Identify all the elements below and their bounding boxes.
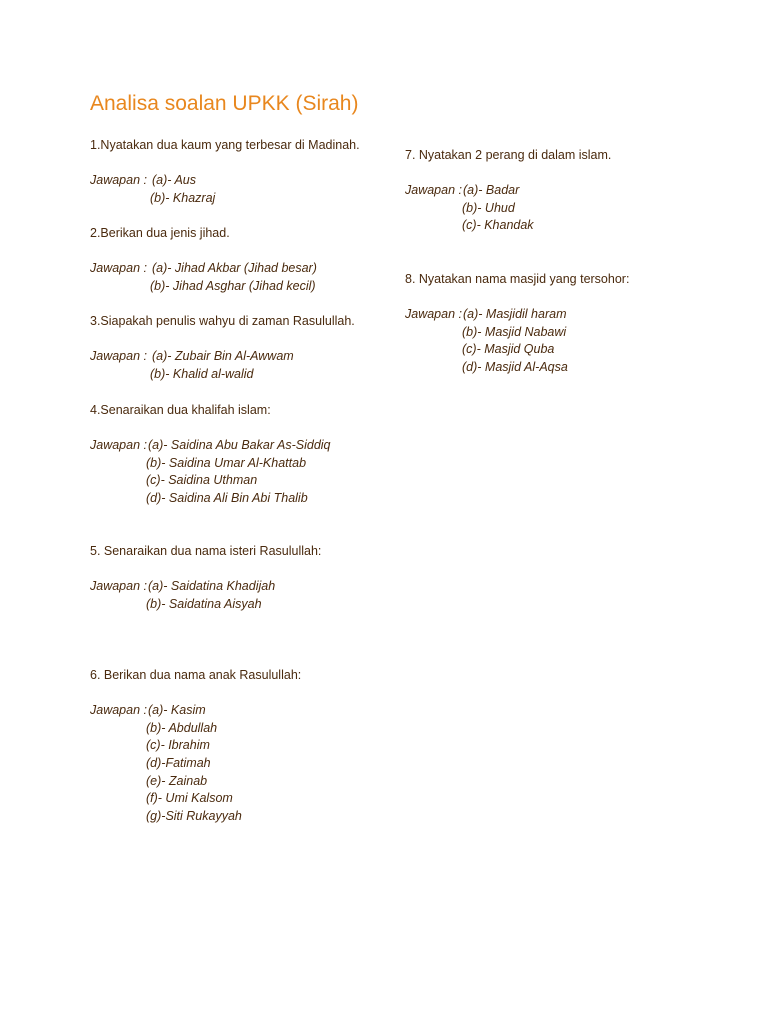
question-text: 5. Senaraikan dua nama isteri Rasulullah:: [90, 544, 322, 558]
answer-item: (b)- Masjid Nabawi: [462, 324, 567, 339]
answer-item: (g)-Siti Rukayyah: [146, 808, 242, 823]
answer-list: [90, 437, 331, 507]
answer-item: (a)- Zubair Bin Al-Awwam: [152, 349, 294, 364]
question-text: 1.Nyatakan dua kaum yang terbesar di Madinah.: [90, 138, 360, 152]
answer-label: Jawapan :: [90, 261, 147, 276]
question-block-6: [90, 667, 301, 825]
answer-item: (b)- Khalid al-walid: [150, 366, 254, 381]
answer-label: Jawapan :: [90, 349, 147, 364]
question-block-2: [90, 225, 317, 295]
answer-item: (b)- Khazraj: [150, 190, 216, 205]
question-text: 8. Nyatakan nama masjid yang tersohor:: [405, 272, 630, 286]
answer-label: Jawapan :: [90, 173, 147, 188]
answer-item: (f)- Umi Kalsom: [146, 791, 233, 806]
question-block-4: [90, 402, 331, 508]
answer-item: (e)- Zainab: [146, 773, 208, 788]
answer-item: (a)- Aus: [152, 173, 196, 188]
answer-list: [405, 306, 629, 376]
answer-item: (b)- Saidatina Aisyah: [146, 596, 262, 611]
question-block-5: [90, 543, 321, 613]
answer-item: (a)- Jihad Akbar (Jihad besar): [152, 261, 317, 276]
answer-item: (b)- Abdullah: [146, 720, 218, 735]
question-text: 3.Siapakah penulis wahyu di zaman Rasulullah.: [90, 314, 355, 328]
answer-list: [90, 578, 321, 613]
answer-item: (d)-Fatimah: [146, 755, 211, 770]
question-block-7: [405, 147, 611, 235]
answer-item: (a)- Kasim: [148, 703, 206, 718]
question-text: 4.Senaraikan dua khalifah islam:: [90, 403, 271, 417]
answer-item: (c)- Masjid Quba: [462, 342, 555, 357]
answer-item: (a)- Saidatina Khadijah: [148, 579, 276, 594]
question-block-8: [405, 271, 629, 377]
page-title: Analisa soalan UPKK (Sirah): [90, 92, 359, 115]
answer-item: (a)- Badar: [463, 183, 520, 198]
answer-item: (d)- Masjid Al-Aqsa: [462, 359, 568, 374]
answer-label: Jawapan :: [90, 438, 147, 453]
answer-item: (d)- Saidina Ali Bin Abi Thalib: [146, 490, 308, 505]
answer-item: (b)- Saidina Umar Al-Khattab: [146, 455, 307, 470]
question-block-3: [90, 313, 355, 383]
answer-item: (a)- Saidina Abu Bakar As-Siddiq: [148, 438, 331, 453]
answer-list: [90, 348, 355, 383]
question-text: 7. Nyatakan 2 perang di dalam islam.: [405, 148, 612, 162]
answer-label: Jawapan :: [405, 307, 462, 322]
answer-list: [90, 260, 317, 295]
answer-list: [90, 702, 301, 825]
answer-label: Jawapan :: [405, 183, 462, 198]
answer-list: [405, 182, 611, 235]
question-text: 6. Berikan dua nama anak Rasulullah:: [90, 668, 302, 682]
question-block-1: [90, 137, 360, 207]
answer-label: Jawapan :: [90, 703, 147, 718]
answer-item: (b)- Uhud: [462, 200, 515, 215]
question-text: 2.Berikan dua jenis jihad.: [90, 226, 230, 240]
answer-item: (b)- Jihad Asghar (Jihad kecil): [150, 278, 316, 293]
answer-item: (c)- Saidina Uthman: [146, 473, 258, 488]
answer-list: [90, 172, 360, 207]
answer-label: Jawapan :: [90, 579, 147, 594]
answer-item: (a)- Masjidil haram: [463, 307, 567, 322]
answer-item: (c)- Khandak: [462, 218, 534, 233]
answer-item: (c)- Ibrahim: [146, 738, 210, 753]
